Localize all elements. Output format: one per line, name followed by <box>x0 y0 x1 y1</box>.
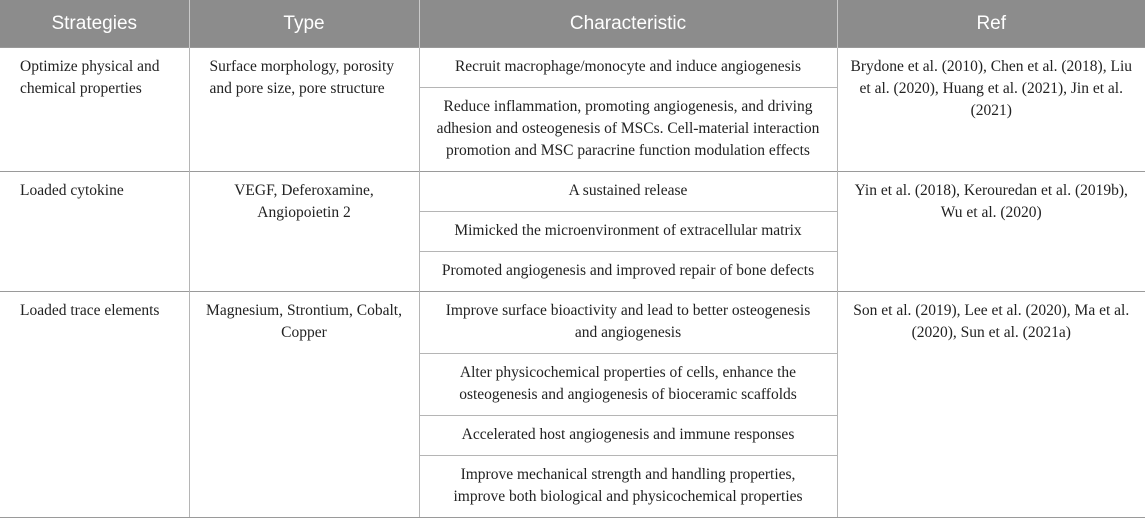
table-row <box>0 172 1145 292</box>
characteristic-cell <box>419 172 837 292</box>
type-cell: Surface morphology, porosity and pore size, pore structure <box>189 48 419 172</box>
characteristic-item: Promoted angiogenesis and improved repair of bone defects <box>420 251 837 291</box>
characteristic-cell <box>419 48 837 172</box>
strategy-cell: Loaded trace elements <box>0 292 189 518</box>
strategy-cell: Loaded cytokine <box>0 172 189 292</box>
ref-cell: Yin et al. (2018), Kerouredan et al. (2019b), Wu et al. (2020) <box>837 172 1145 292</box>
table-row <box>0 48 1145 172</box>
characteristic-item: Improve surface bioactivity and lead to better osteogenesis and angiogenesis <box>445 302 811 341</box>
characteristic-item: Recruit macrophage/monocyte and induce angiogenesis <box>454 58 802 75</box>
header-type: Type <box>189 0 419 48</box>
type-cell: VEGF, Deferoxamine, Angiopoietin 2 <box>189 172 419 292</box>
characteristic-item: Mimicked the microenvironment of extracellular matrix <box>420 211 837 251</box>
characteristic-item: Reduce inflammation, promoting angiogenesis, and driving adhesion and osteogenesis of MSCs. Cell-material interaction promotion and MSC paracrine function modulation effects <box>420 87 837 171</box>
table-row <box>0 292 1145 518</box>
characteristic-item: Improve mechanical strength and handling properties, improve both biological and physicochemical properties <box>420 455 837 517</box>
characteristic-item: Accelerated host angiogenesis and immune responses <box>420 415 837 455</box>
ref-cell: Brydone et al. (2010), Chen et al. (2018), Liu et al. (2020), Huang et al. (2021), Jin et al. (2021) <box>837 48 1145 172</box>
header-ref: Ref <box>837 0 1145 48</box>
characteristic-item: A sustained release <box>568 182 688 199</box>
ref-cell: Son et al. (2019), Lee et al. (2020), Ma et al. (2020), Sun et al. (2021a) <box>837 292 1145 518</box>
header-characteristic: Characteristic <box>419 0 837 48</box>
header-strategies: Strategies <box>0 0 189 48</box>
characteristic-item: Alter physicochemical properties of cells, enhance the osteogenesis and angiogenesis of bioceramic scaffolds <box>420 353 837 415</box>
table-header-row <box>0 0 1145 48</box>
strategy-cell: Optimize physical and chemical properties <box>0 48 189 172</box>
characteristic-cell <box>419 292 837 518</box>
type-cell: Magnesium, Strontium, Cobalt, Copper <box>189 292 419 518</box>
